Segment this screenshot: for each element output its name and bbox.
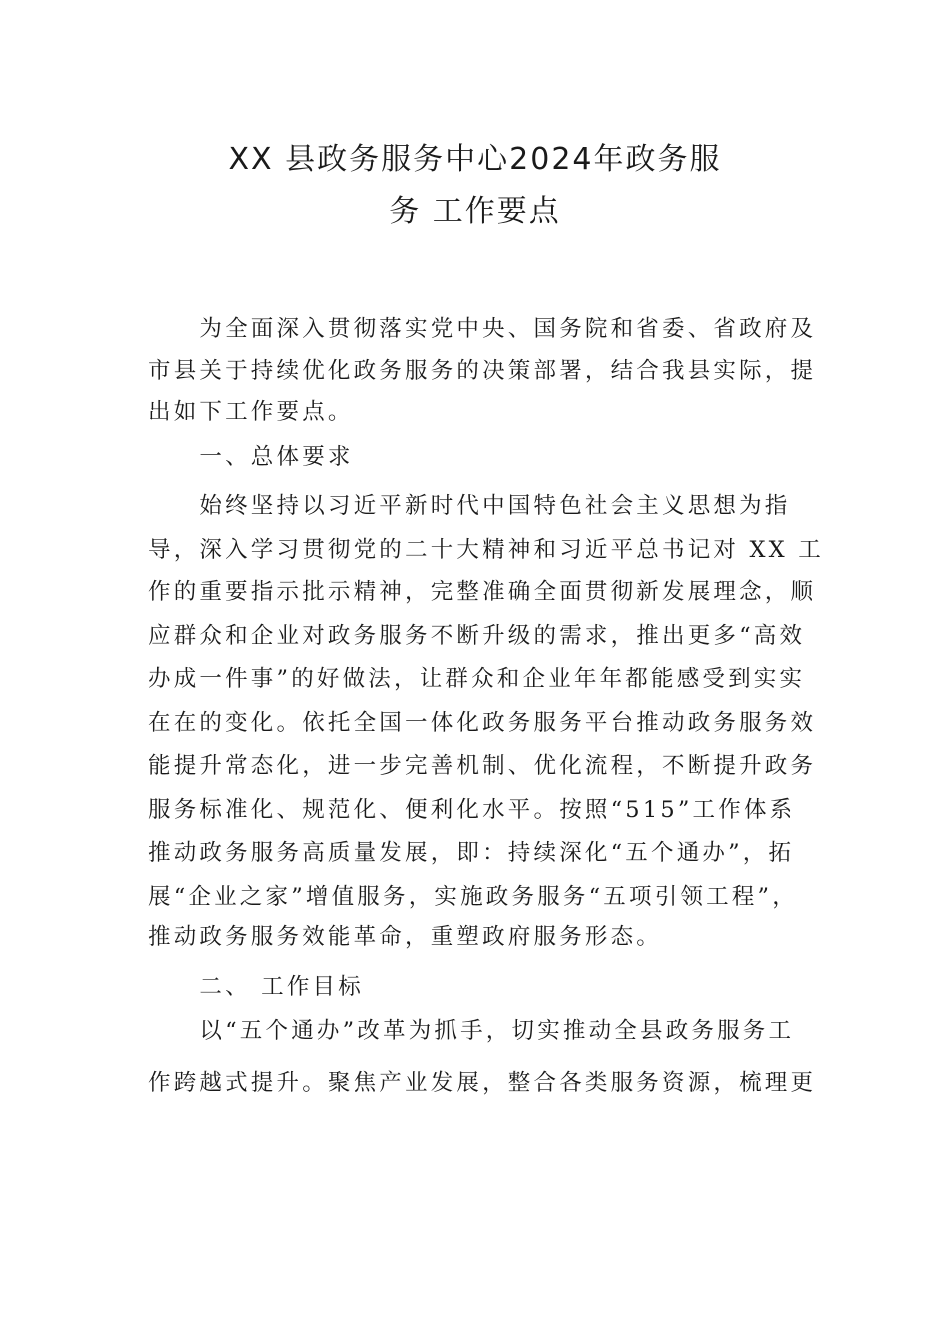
document-title-line-2: 务 工作要点 bbox=[389, 194, 561, 229]
paragraph-line: 展“企业之家”增值服务，实施政务服务“五项引领工程”， bbox=[148, 884, 798, 910]
paragraph-line: 以“五个通办”改革为抓手，切实推动全县政务服务工 bbox=[148, 1018, 795, 1044]
paragraph-line: 应群众和企业对政务服务不断升级的需求，推出更多“高效 bbox=[148, 623, 806, 649]
paragraph-line: 出如下工作要点。 bbox=[148, 399, 354, 425]
section-heading: 一、总体要求 bbox=[148, 444, 354, 470]
paragraph-line: 市县关于持续优化政务服务的决策部署，结合我县实际，提 bbox=[148, 358, 817, 384]
paragraph-line: 能提升常态化，进一步完善机制、优化流程，不断提升政务 bbox=[148, 753, 817, 779]
paragraph-line: 推动政务服务高质量发展，即：持续深化“五个通办”，拓 bbox=[148, 840, 795, 866]
paragraph-line: 作的重要指示批示精神，完整准确全面贯彻新发展理念，顺 bbox=[148, 579, 817, 605]
section-heading: 二、 工作目标 bbox=[148, 974, 364, 1000]
paragraph-line: 为全面深入贯彻落实党中央、国务院和省委、省政府及 bbox=[148, 316, 817, 342]
paragraph-line: 办成一件事”的好做法，让群众和企业年年都能感受到实实 bbox=[148, 666, 806, 692]
paragraph-line: 导，深入学习贯彻党的二十大精神和习近平总书记对 XX 工 bbox=[148, 537, 824, 563]
paragraph-line: 推动政务服务效能革命，重塑政府服务形态。 bbox=[148, 924, 663, 950]
paragraph-line: 作跨越式提升。聚焦产业发展，整合各类服务资源，梳理更 bbox=[148, 1070, 817, 1096]
paragraph-line: 在在的变化。依托全国一体化政务服务平台推动政务服务效 bbox=[148, 710, 817, 736]
paragraph-line: 始终坚持以习近平新时代中国特色社会主义思想为指 bbox=[148, 493, 791, 519]
paragraph-line: 服务标准化、规范化、便利化水平。按照“515”工作体系 bbox=[148, 797, 796, 823]
document-title-line-1: XX 县政务服务中心2024年政务服 bbox=[228, 142, 722, 177]
